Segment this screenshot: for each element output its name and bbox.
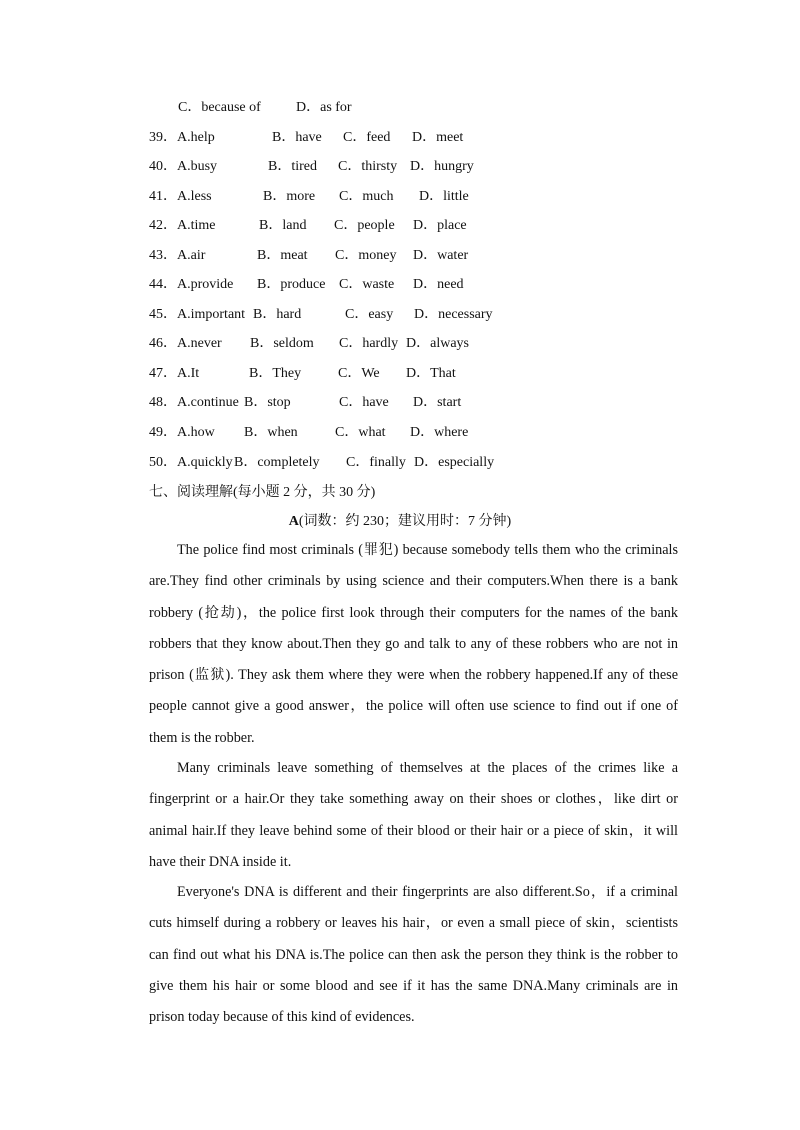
option-b: B．produce <box>257 277 326 292</box>
option-a: 42．A.time <box>149 218 216 233</box>
option-b: B．when <box>244 425 298 440</box>
option-a: 50．A.quickly <box>149 455 233 470</box>
option-d: D．That <box>406 366 456 381</box>
passage-heading <box>0 512 800 532</box>
option-d: D．little <box>419 189 469 204</box>
passage-paragraph: Everyone's DNA is different and their fingerprints are also different.So，if a criminal cuts himself during a robbery or leaves his hair，or even a small piece of skin，scientists can find out what his DNA is.The police can then ask the person they think is the robber to give them his hair or some blood and see if it has the same DNA.Many criminals are in prison today because of this kind of evidences. <box>149 884 678 1026</box>
option-d: D．especially <box>414 455 495 470</box>
option-c: C．have <box>339 395 389 410</box>
option-a: 41．A.less <box>149 189 212 204</box>
option-a: 48．A.continue <box>149 395 239 410</box>
option-a: 49．A.how <box>149 425 215 440</box>
option-b: B．stop <box>244 395 291 410</box>
option-b: B．seldom <box>250 336 314 351</box>
option-d: D．place <box>413 218 467 233</box>
passage-meta: (词数：约 230；建议用时：7 分钟) <box>298 514 512 529</box>
option-b: B．more <box>263 189 316 204</box>
option-a: 45．A.important <box>149 307 246 322</box>
section-title: 七、阅读理解(每小题 2 分，共 30 分) <box>149 485 376 500</box>
option-d: D．meet <box>412 130 464 145</box>
option-a: 40．A.busy <box>149 159 218 174</box>
option-b: B．hard <box>253 307 302 322</box>
option-c: C．people <box>334 218 395 233</box>
option-c: C．thirsty <box>338 159 398 174</box>
option-b: B．have <box>272 130 322 145</box>
option-c: C．easy <box>345 307 394 322</box>
passage-paragraph: The police find most criminals (罪犯) because somebody tells them who the criminals are.They find other criminals by using science and their computers.When there is a bank robbery (抢劫)，the police first look through their computers for the names of the bank robbers that they know about.Then they go and talk to any of these robbers who are not in prison (监狱). They ask them where they were when the robbery happened.If any of these people cannot give a good answer，the police will often use science to find out if one of them is the robber. <box>149 542 678 746</box>
option-b: B．tired <box>268 159 317 174</box>
option-c: C．what <box>335 425 386 440</box>
option-b: B．completely <box>234 455 320 470</box>
option-c: C．feed <box>343 130 391 145</box>
option-d: D．need <box>413 277 464 292</box>
option-a: 44．A.provide <box>149 277 234 292</box>
option-c: C．hardly <box>339 336 399 351</box>
option-d: D．start <box>413 395 462 410</box>
option-d: D．water <box>413 248 469 263</box>
option-c: C．because of <box>178 100 261 115</box>
option-d: D．always <box>406 336 469 351</box>
option-c: C．finally <box>346 455 406 470</box>
option-a: 46．A.never <box>149 336 222 351</box>
option-b: B．They <box>249 366 302 381</box>
option-c: C．waste <box>339 277 395 292</box>
option-d: D．hungry <box>410 159 474 174</box>
option-a: 47．A.It <box>149 366 200 381</box>
option-b: B．meat <box>257 248 308 263</box>
option-d: D．necessary <box>414 307 493 322</box>
option-c: C．much <box>339 189 394 204</box>
option-a: 39．A.help <box>149 130 215 145</box>
option-d: D．where <box>410 425 469 440</box>
option-a: 43．A.air <box>149 248 206 263</box>
option-b: B．land <box>259 218 307 233</box>
passage-label: A <box>288 514 299 529</box>
option-c: C．We <box>338 366 380 381</box>
option-d: D．as for <box>296 100 352 115</box>
option-c: C．money <box>335 248 397 263</box>
passage-paragraph: Many criminals leave something of themselves at the places of the crimes like a fingerprint or a hair.Or they take something away on their shoes or clothes，like dirt or animal hair.If they leave behind some of their blood or their hair or a piece of skin，it will have their DNA inside it. <box>149 760 678 870</box>
